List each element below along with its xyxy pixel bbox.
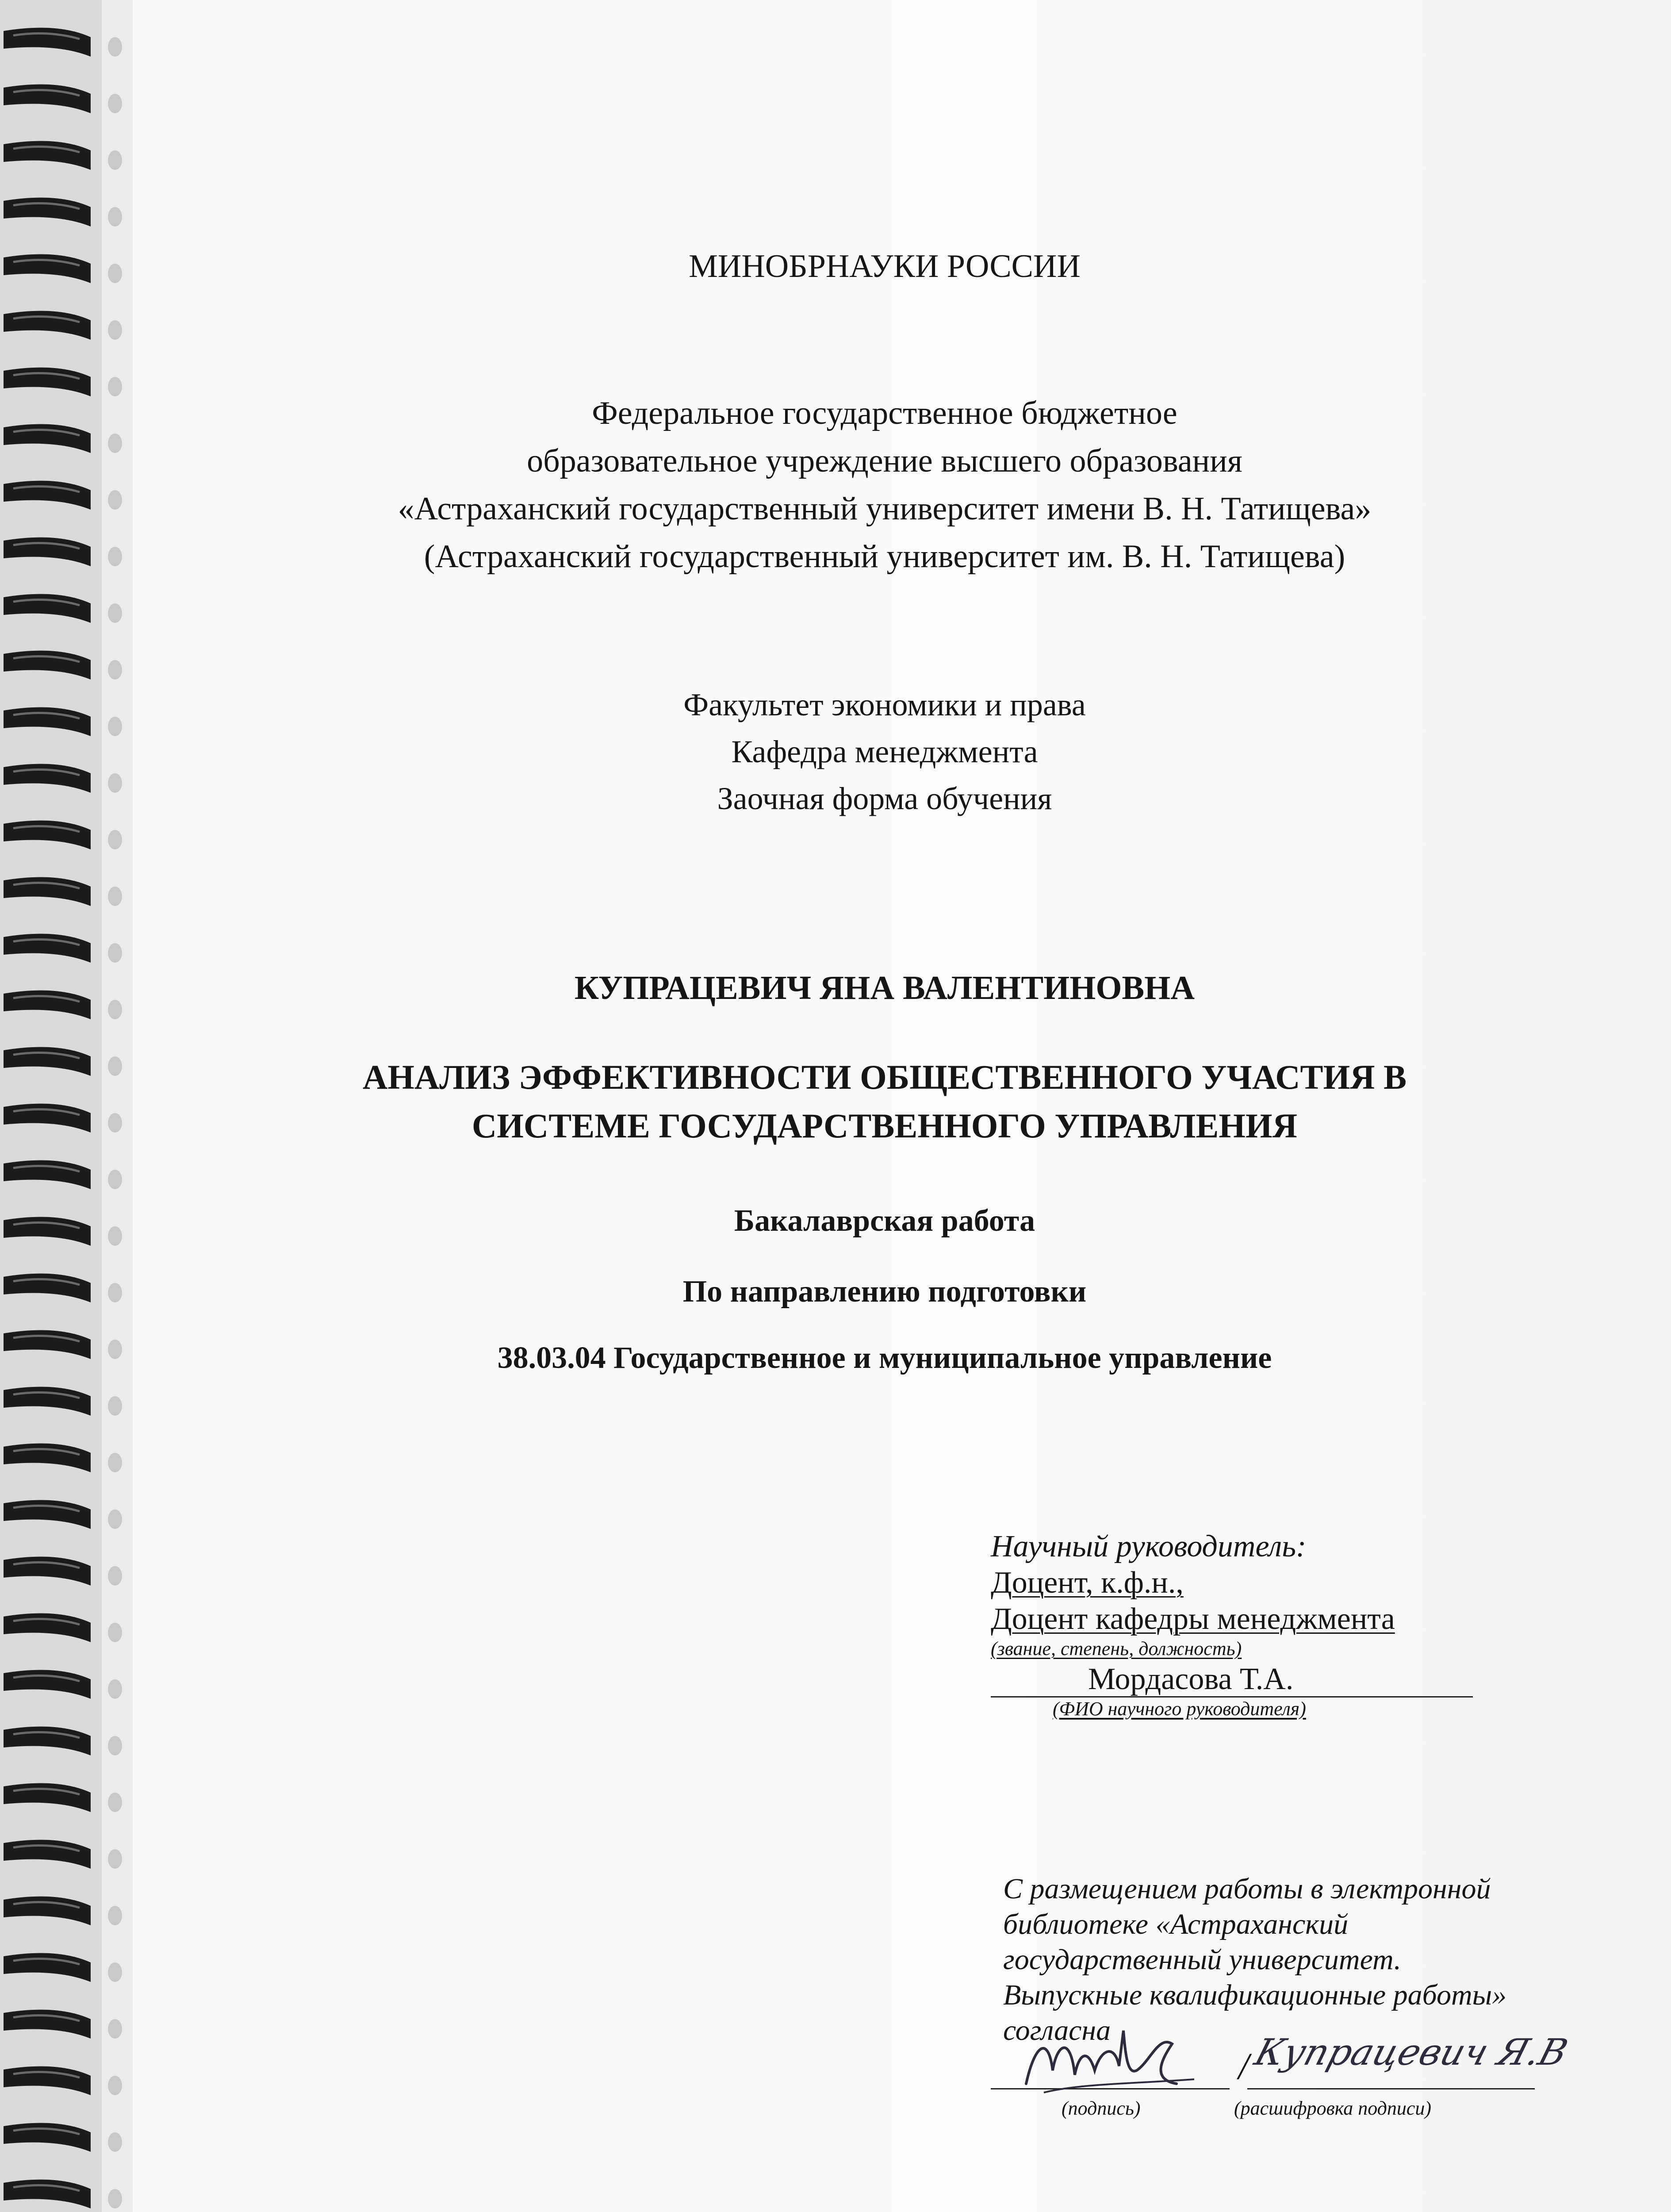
thesis-title-line: АНАЛИЗ ЭФФЕКТИВНОСТИ ОБЩЕСТВЕННОГО УЧАСТИЯ В: [362, 1058, 1407, 1096]
work-type: Бакалаврская работа: [734, 1204, 1035, 1238]
signature-decode: Купрацевич Я.В: [1250, 2032, 1572, 2074]
thesis-title: [265, 1053, 1504, 1150]
signature-separator: /: [1238, 2045, 1249, 2087]
department-name: Кафедра менеджмента: [731, 734, 1038, 769]
institution-line: (Астраханский государственный университет им. В. Н. Татищева): [424, 538, 1345, 575]
supervisor-name-line: [991, 1663, 1473, 1697]
signature-caption: (подпись): [1062, 2097, 1141, 2119]
institution-line: «Астраханский государственный университет имени В. Н. Татищева»: [398, 491, 1372, 527]
supervisor-block: [991, 1528, 1477, 1720]
consent-line: государственный университет.: [1003, 1943, 1401, 1976]
thesis-title-line: СИСТЕМЕ ГОСУДАРСТВЕННОГО УПРАВЛЕНИЯ: [471, 1106, 1298, 1145]
consent-line: согласна: [1003, 2014, 1111, 2047]
consent-line: Выпускные квалификационные работы»: [1003, 1979, 1507, 2011]
institution-line: образовательное учреждение высшего образования: [527, 443, 1242, 479]
faculty-name: Факультет экономики и права: [683, 687, 1086, 722]
institution-line: Федеральное государственное бюджетное: [592, 395, 1177, 431]
ministry-header: МИНОБРНАУКИ РОССИИ: [689, 248, 1081, 284]
institution-block: [265, 389, 1504, 580]
signature-decode-line: [1247, 2088, 1535, 2089]
supervisor-title-caption: (звание, степень, должность): [991, 1638, 1242, 1659]
supervisor-heading: Научный руководитель:: [991, 1529, 1307, 1563]
author-name: КУПРАЦЕВИЧ ЯНА ВАЛЕНТИНОВНА: [574, 969, 1195, 1006]
study-form: Заочная форма обучения: [717, 781, 1052, 816]
direction-code: 38.03.04 Государственное и муниципальное управление: [497, 1341, 1272, 1375]
consent-line: С размещением работы в электронной: [1003, 1873, 1491, 1905]
handwritten-signature: [1017, 2017, 1203, 2106]
supervisor-name-caption: (ФИО научного руководителя): [1053, 1698, 1306, 1720]
signature-decode-caption: (расшифровка подписи): [1234, 2097, 1432, 2119]
consent-line: библиотеке «Астраханский: [1003, 1908, 1349, 1940]
faculty-block: [265, 681, 1504, 822]
supervisor-position: Доцент кафедры менеджмента: [991, 1602, 1395, 1636]
supervisor-degree: Доцент, к.ф.н.,: [991, 1566, 1184, 1600]
supervisor-name: Мордасова Т.А.: [1088, 1662, 1294, 1696]
spiral-binding: [0, 0, 133, 2212]
direction-label: По направлению подготовки: [682, 1275, 1087, 1309]
